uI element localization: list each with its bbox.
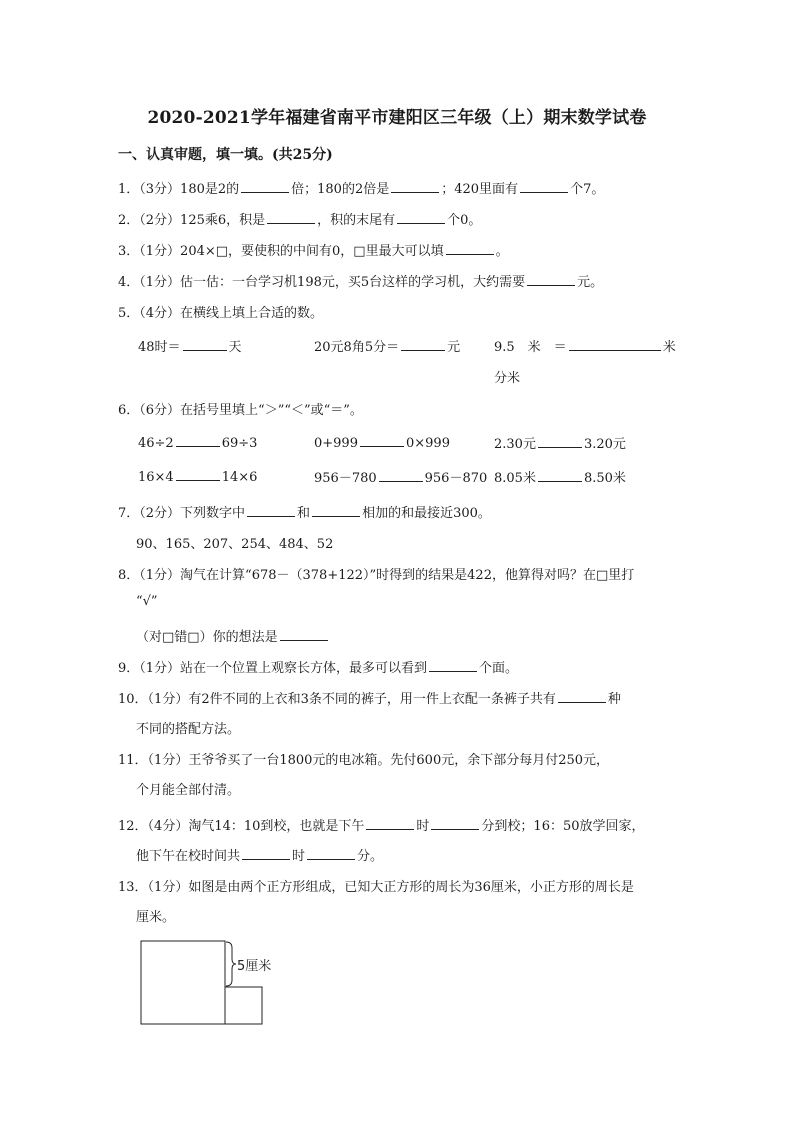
- answer-blank[interactable]: [267, 210, 315, 224]
- question-4: 4．（1分）估一估：一台学习机198元，买5台这样的学习机，大约需要 元。: [118, 271, 603, 290]
- question-1: 1．（3分）180是2的 倍；180的2倍是 ；420里面有 个7。: [118, 178, 604, 197]
- q5-item-3: 9.5 米 ＝ 米: [494, 336, 676, 355]
- answer-blank[interactable]: [242, 846, 290, 860]
- answer-blank[interactable]: [307, 846, 355, 860]
- brace-icon: [226, 942, 236, 986]
- answer-blank[interactable]: [401, 337, 445, 351]
- squares-figure: [140, 940, 300, 1030]
- q13-continuation: 厘米。: [136, 910, 176, 925]
- answer-blank[interactable]: [538, 434, 582, 448]
- answer-blank[interactable]: [366, 816, 414, 830]
- q10-continuation: 不同的搭配方法。: [136, 722, 241, 737]
- answer-blank[interactable]: [446, 241, 494, 255]
- answer-blank[interactable]: [360, 433, 404, 447]
- small-square: [225, 987, 262, 1024]
- question-7: 7．（2分）下列数字中 和 相加的和最接近300。: [118, 502, 491, 521]
- question-12: 12．（4分）淘气14：10到校，也就是下午 时 分到校；16：50放学回家，: [118, 815, 645, 834]
- q6-compare: 2.30元 3.20元: [494, 433, 626, 452]
- answer-blank[interactable]: [183, 337, 227, 351]
- answer-blank[interactable]: [391, 179, 439, 193]
- question-2: 2．（2分）125乘6，积是 ，积的末尾有 个0。: [118, 209, 481, 228]
- q5-unit-line: 分米: [494, 371, 521, 386]
- answer-blank[interactable]: [280, 627, 328, 641]
- answer-blank[interactable]: [176, 467, 220, 481]
- question-10: 10．（1分）有2件不同的上衣和3条不同的裤子，用一件上衣配一条裤子共有 种: [118, 688, 621, 707]
- q7-number-list: 90、165、207、254、484、52: [136, 537, 334, 552]
- answer-blank[interactable]: [241, 179, 289, 193]
- answer-blank[interactable]: [397, 210, 445, 224]
- figure-label: 5厘米: [237, 959, 272, 974]
- answer-blank[interactable]: [520, 179, 568, 193]
- answer-blank[interactable]: [429, 658, 477, 672]
- answer-blank[interactable]: [312, 503, 360, 517]
- answer-blank[interactable]: [379, 468, 423, 482]
- question-11: 11．（1分）王爷爷买了一台1800元的电冰箱。先付600元，余下部分每月付250元，: [118, 753, 610, 768]
- answer-blank[interactable]: [431, 816, 479, 830]
- q8-answer-line: （对□错□）你的想法是: [136, 626, 330, 645]
- q8-checkmark: “√”: [136, 594, 158, 609]
- question-3: 3．（1分）204×□，要使积的中间有0，□里最大可以填 。: [118, 240, 509, 259]
- question-8: 8．（1分）淘气在计算“678－（378+122）”时得到的结果是422，他算得对吗？在□里打: [118, 568, 635, 583]
- q6-compare: 46÷2 69÷3: [138, 433, 257, 451]
- question-6: 6．（6分）在括号里填上“＞”“＜”或“＝”。: [118, 403, 363, 418]
- q6-compare: 956－780 956－870: [314, 467, 487, 486]
- q6-compare: 8.05米 8.50米: [494, 467, 626, 486]
- answer-blank[interactable]: [527, 272, 575, 286]
- q12-continuation: 他下午在校时间共 时 分。: [136, 845, 383, 864]
- q11-continuation: 个月能全部付清。: [136, 783, 241, 798]
- answer-blank[interactable]: [569, 337, 661, 351]
- q5-item-2: 20元8角5分＝ 元: [314, 336, 460, 355]
- page-title: 2020-2021学年福建省南平市建阳区三年级（上）期末数学试卷: [147, 108, 647, 128]
- question-5: 5．（4分）在横线上填上合适的数。: [118, 306, 324, 321]
- question-9: 9．（1分）站在一个位置上观察长方体，最多可以看到 个面。: [118, 657, 518, 676]
- q6-compare: 0+999 0×999: [314, 433, 450, 451]
- question-13: 13．（1分）如图是由两个正方形组成，已知大正方形的周长为36厘米，小正方形的周长是: [118, 880, 634, 895]
- answer-blank[interactable]: [558, 689, 606, 703]
- section-heading: 一、认真审题，填一填。(共25分): [118, 147, 333, 163]
- answer-blank[interactable]: [538, 468, 582, 482]
- answer-blank[interactable]: [176, 433, 220, 447]
- q5-item-1: 48时＝ 天: [138, 336, 242, 355]
- answer-blank[interactable]: [247, 503, 295, 517]
- large-square: [141, 941, 225, 1024]
- q6-compare: 16×4 14×6: [138, 467, 257, 485]
